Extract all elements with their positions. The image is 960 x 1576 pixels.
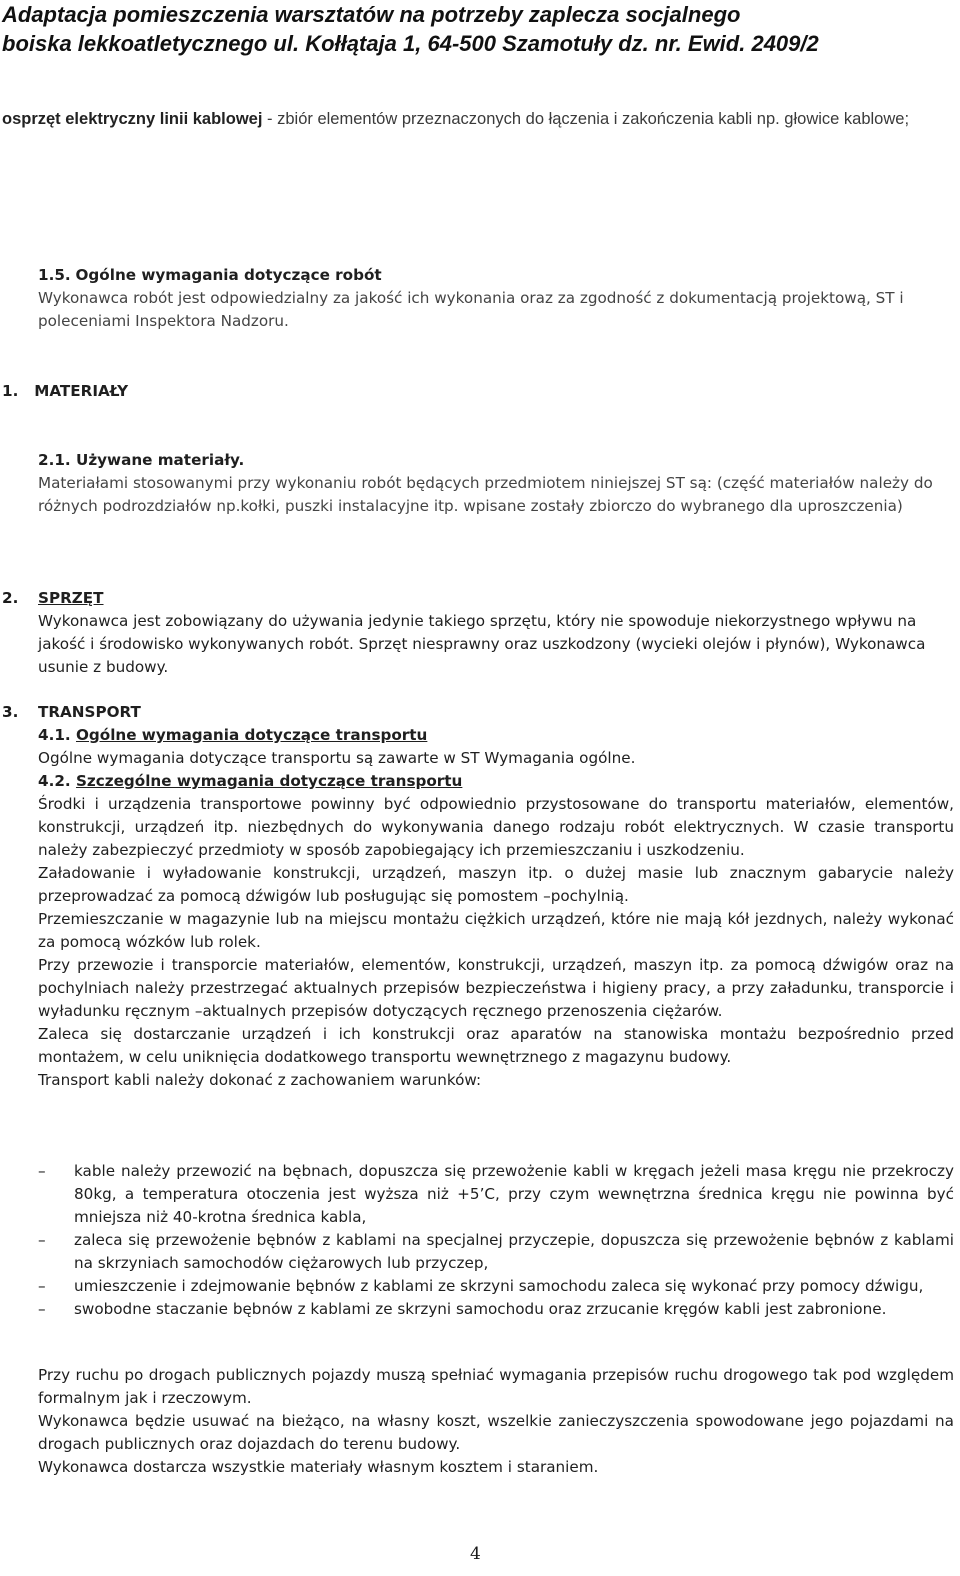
section-2-sprzet: [38, 587, 954, 679]
transport-paragraph-6: Transport kabli należy dokonać z zachowaniem warunków:: [38, 1071, 482, 1089]
section-3-title: TRANSPORT: [38, 703, 141, 721]
transport-paragraph-5: Zaleca się dostarczanie urządzeń i ich konstrukcji oraz aparatów na stanowiska montażu bezpośrednio przed montażem, w celu uniknięcia dodatkowego transportu wewnętrznego z magazynu budowy.: [38, 1025, 954, 1066]
transport-paragraph-2: Załadowanie i wyładowanie konstrukcji, urządzeń, maszyn itp. o dużej masie lub znacznym gabarycie należy przeprowadzać za pomocą dźwigów lub posługując się pomostem –pochylnią.: [38, 864, 954, 905]
dash-bullet: –: [38, 1277, 46, 1295]
transport-closing: [38, 1364, 954, 1479]
definition-text: - zbiór elementów przeznaczonych do łączenia i zakończenia kabli np. głowice kablowe;: [262, 110, 910, 128]
transport-paragraph-1: Środki i urządzenia transportowe powinny być odpowiednio przystosowane do transportu materiałów, elementów, konstrukcji, urządzeń itp. niezbędnych do wykonywania danego rodzaju robót elektrycznych. W czasie transportu należy zabezpieczyć przedmioty w sposób zapobiegający ich przemieszczaniu i uszkodzeniu.: [38, 795, 954, 859]
list-item: [0, 1298, 954, 1321]
definition-paragraph: [2, 104, 952, 135]
header-line-2: boiska lekkoatletycznego ul. Kołłątaja 1, 64-500 Szamotuły dz. nr. Ewid. 2409/2: [2, 31, 819, 56]
section-2-title: SPRZĘT: [38, 589, 104, 607]
definition-term: osprzęt elektryczny linii kablowej: [2, 110, 263, 128]
transport-paragraph-3: Przemieszczanie w magazynie lub na miejscu montażu ciężkich urządzeń, które nie mają kół jezdnych, należy wykonać za pomocą wózków lub rolek.: [38, 910, 954, 951]
list-item-text: swobodne staczanie bębnów z kablami ze skrzyni samochodu oraz zrzucanie kręgów kabli jest zabronione.: [74, 1300, 887, 1318]
section-2-1-title: Używane materiały.: [75, 451, 245, 469]
page-number: 4: [470, 1544, 481, 1564]
section-2-1-number: 2.1.: [38, 451, 71, 469]
section-1-5-title: Ogólne wymagania dotyczące robót: [75, 266, 382, 284]
section-3-number: 3.: [2, 703, 19, 721]
section-2-1: [38, 449, 954, 518]
section-2-1-text: Materiałami stosowanymi przy wykonaniu robót będących przedmiotem niniejszej ST są: (część materiałów należy do różnych podrozdziałów np.kołki, puszki instalacyjne itp. wpisane zostały zbiorczo do wybranego dla uproszczenia): [38, 474, 933, 515]
list-item: [0, 1160, 954, 1229]
transport-paragraph-9: Wykonawca dostarcza wszystkie materiały własnym kosztem i staraniem.: [38, 1458, 599, 1476]
list-item-text: zaleca się przewożenie bębnów z kablami na specjalnej przyczepie, dopuszcza się przewożenie bębnów z kablami na skrzyniach samochodów ciężarowych lub przyczep,: [74, 1231, 954, 1272]
section-1-5-text: Wykonawca robót jest odpowiedzialny za jakość ich wykonania oraz za zgodność z dokumentacją projektową, ST i poleceniami Inspektora Nadzoru.: [38, 289, 904, 330]
section-1-5: [38, 264, 954, 333]
section-4-2-title: Szczególne wymagania dotyczące transportu: [75, 772, 463, 790]
list-item-text: kable należy przewozić na bębnach, dopuszcza się przewożenie kabli w kręgach jeżeli masa kręgu nie przekroczy 80kg, a temperatura otoczenia jest wyższa niż +5’C, przy czym wewnętrzna średnica kręgu nie powinna być mniejsza niż 40-krotna średnica kabla,: [74, 1162, 954, 1226]
transport-paragraph-8: Wykonawca będzie usuwać na bieżąco, na własny koszt, wszelkie zanieczyszczenia spowodowane jego pojazdami na drogach publicznych oraz dojazdach do terenu budowy.: [38, 1412, 954, 1453]
section-4-2-number: 4.2.: [38, 772, 71, 790]
header-line-1: Adaptacja pomieszczenia warsztatów na potrzeby zaplecza socjalnego: [2, 2, 741, 27]
dash-bullet: –: [38, 1231, 46, 1249]
section-2-number: 2.: [2, 589, 19, 607]
section-2-text: Wykonawca jest zobowiązany do używania jedynie takiego sprzętu, który nie spowoduje niekorzystnego wpływu na jakość i środowisko wykonywanych robót. Sprzęt niesprawny oraz uszkodzony (wycieki olejów i płynów), Wykonawca usunie z budowy.: [38, 612, 926, 676]
transport-paragraph-4: Przy przewozie i transporcie materiałów, elementów, konstrukcji, urządzeń, maszyn itp. za pomocą dźwigów oraz na pochylniach należy przestrzegać aktualnych przepisów bezpieczeństwa i higieny pracy, a przy załadunku, transporcie i wyładunku ręcznym –aktualnych przepisów dotyczących ręcznego przenoszenia ciężarów.: [38, 956, 954, 1020]
list-item: [0, 1275, 954, 1298]
list-item-text: umieszczenie i zdejmowanie bębnów z kablami ze skrzyni samochodu zaleca się wykonać przy pomocy dźwigu,: [74, 1277, 924, 1295]
section-4-1-text: Ogólne wymagania dotyczące transportu są zawarte w ST Wymagania ogólne.: [38, 749, 636, 767]
section-3-transport: [38, 701, 954, 1092]
section-1-materialy: [2, 380, 952, 403]
section-4-1-title: Ogólne wymagania dotyczące transportu: [75, 726, 428, 744]
list-item: [0, 1229, 954, 1275]
dash-bullet: –: [38, 1300, 46, 1318]
section-1-title: MATERIAŁY: [34, 382, 129, 400]
section-4-1-number: 4.1.: [38, 726, 71, 744]
transport-paragraph-7: Przy ruchu po drogach publicznych pojazdy muszą spełniać wymagania przepisów ruchu drogowego tak pod względem formalnym jak i rzeczowym.: [38, 1366, 954, 1407]
document-header: [2, 0, 952, 58]
cable-conditions-list: [0, 1160, 954, 1321]
dash-bullet: –: [38, 1162, 46, 1180]
section-1-number: 1.: [2, 382, 19, 400]
section-1-5-number: 1.5.: [38, 266, 71, 284]
